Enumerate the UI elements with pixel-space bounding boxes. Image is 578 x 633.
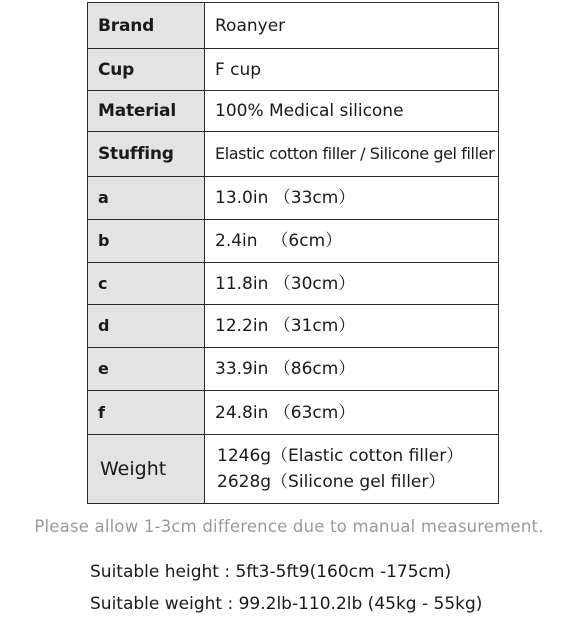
weight-value-gel: 2628g（Silicone gel filler） xyxy=(217,472,446,492)
row-value: 11.8in （30cm） xyxy=(205,263,499,305)
table-row xyxy=(88,91,499,132)
table-row xyxy=(88,348,499,391)
measurement-note: Please allow 1-3cm difference due to manual measurement. xyxy=(34,517,544,536)
row-value: 2.4in （6cm） xyxy=(205,220,499,263)
table-row xyxy=(88,132,499,177)
row-value: F cup xyxy=(205,49,499,91)
spec-table xyxy=(87,2,499,504)
row-label: a xyxy=(88,177,205,220)
table-row xyxy=(88,263,499,305)
weight-values xyxy=(205,435,499,504)
row-label: b xyxy=(88,220,205,263)
row-label: Material xyxy=(88,91,205,132)
row-label: f xyxy=(88,391,205,435)
weight-value-cotton: 1246g（Elastic cotton filler） xyxy=(217,446,464,466)
table-row xyxy=(88,220,499,263)
row-value: Elastic cotton filler / Silicone gel filler xyxy=(205,132,499,177)
table-row xyxy=(88,177,499,220)
table-row xyxy=(88,3,499,49)
row-value: 24.8in （63cm） xyxy=(205,391,499,435)
row-label: d xyxy=(88,305,205,348)
row-label: c xyxy=(88,263,205,305)
row-value: 13.0in （33cm） xyxy=(205,177,499,220)
weight-label: Weight xyxy=(88,435,205,504)
row-label: e xyxy=(88,348,205,391)
table-row xyxy=(88,49,499,91)
row-label: Stuffing xyxy=(88,132,205,177)
row-value: Roanyer xyxy=(205,3,499,49)
suitable-height: Suitable height : 5ft3-5ft9(160cm -175cm) xyxy=(90,562,452,582)
row-label: Brand xyxy=(88,3,205,49)
table-row xyxy=(88,305,499,348)
row-value: 12.2in （31cm） xyxy=(205,305,499,348)
suitable-weight: Suitable weight : 99.2lb-110.2lb (45kg - 55kg) xyxy=(90,594,483,614)
row-value: 100% Medical silicone xyxy=(205,91,499,132)
table-row xyxy=(88,391,499,435)
row-label: Cup xyxy=(88,49,205,91)
row-value: 33.9in （86cm） xyxy=(205,348,499,391)
table-row-weight xyxy=(88,435,499,504)
